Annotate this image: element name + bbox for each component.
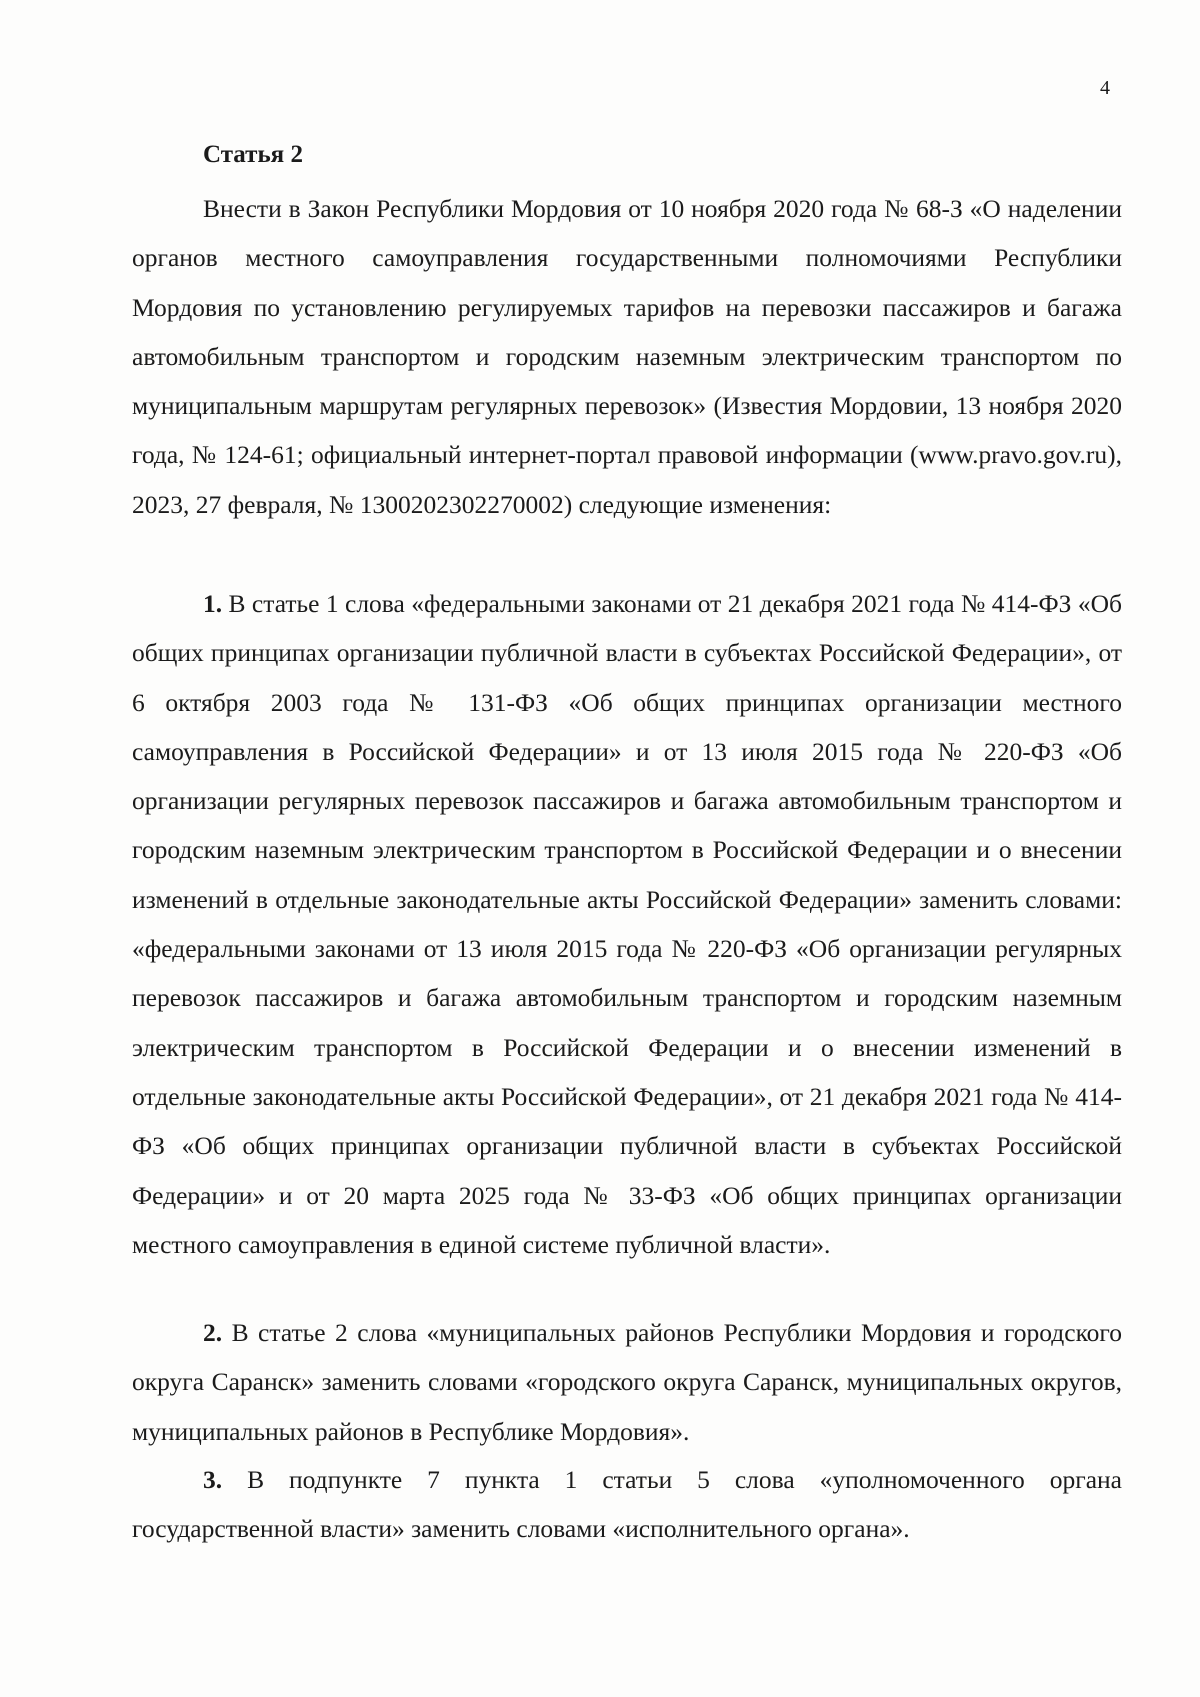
item-text: В статье 1 слова «федеральными законами от 21 декабря 2021 года № 414-ФЗ «Об общих принципах организации публичной власти в субъектах Российской Федерации», от 6 октября 2003 года № 131-ФЗ «Об общих принципах организации местного самоуправления в Российской Федерации» и от 13 июля 2015 года № 220-ФЗ «Об организации регулярных перевозок пассажиров и багажа автомобильным транспортом и городским наземным электрическим транспортом в Российской Федерации и о внесении изменений в отдельные законодательные акты Российской Федерации» заменить словами: «федеральными законами от 13 июля 2015 года № 220-ФЗ «Об организации регулярных перевозок пассажиров и багажа автомобильным транспортом и городским наземным электрическим транспортом в Российской Федерации и о внесении изменений в отдельные законодательные акты Российской Федерации», от 21 декабря 2021 года № 414-ФЗ «Об общих принципах организации публичной власти в субъектах Российской Федерации» и от 20 марта 2025 года № 33-ФЗ «Об общих принципах организации местного самоуправления в единой системе публичной власти». — [132, 589, 1122, 1259]
intro-paragraph: Внести в Закон Республики Мордовия от 10 ноября 2020 года № 68-З «О наделении органов местного самоуправления государственными полномочиями Республики Мордовия по установлению регулируемых тарифов на перевозки пассажиров и багажа автомобильным транспортом и городским наземным электрическим транспортом по муниципальным маршрутам регулярных перевозок» (Известия Мордовии, 13 ноября 2020 года, № 124-61; официальный интернет-портал правовой информации (www.pravo.gov.ru), 2023, 27 февраля, № 1300202302270002) следующие изменения: — [132, 194, 1122, 519]
item-number: 2. — [203, 1318, 223, 1347]
item-text: В статье 2 слова «муниципальных районов Республики Мордовия и городского округа Саранск» заменить словами «городского округа Саранск, муниципальных округов, муниципальных районов в Республике Мордовия». — [132, 1318, 1122, 1446]
item-number: 1. — [203, 589, 223, 618]
item-number: 3. — [203, 1465, 223, 1494]
article-heading: Статья 2 — [203, 141, 303, 168]
page-number: 4 — [1100, 77, 1110, 99]
amendment-item-2 — [132, 1308, 1122, 1456]
item-text: В подпункте 7 пункта 1 статьи 5 слова «уполномоченного органа государственной власти» заменить словами «исполнительного органа». — [132, 1465, 1122, 1544]
amendment-item-3 — [132, 1455, 1122, 1554]
amendment-item-1 — [132, 579, 1122, 1269]
